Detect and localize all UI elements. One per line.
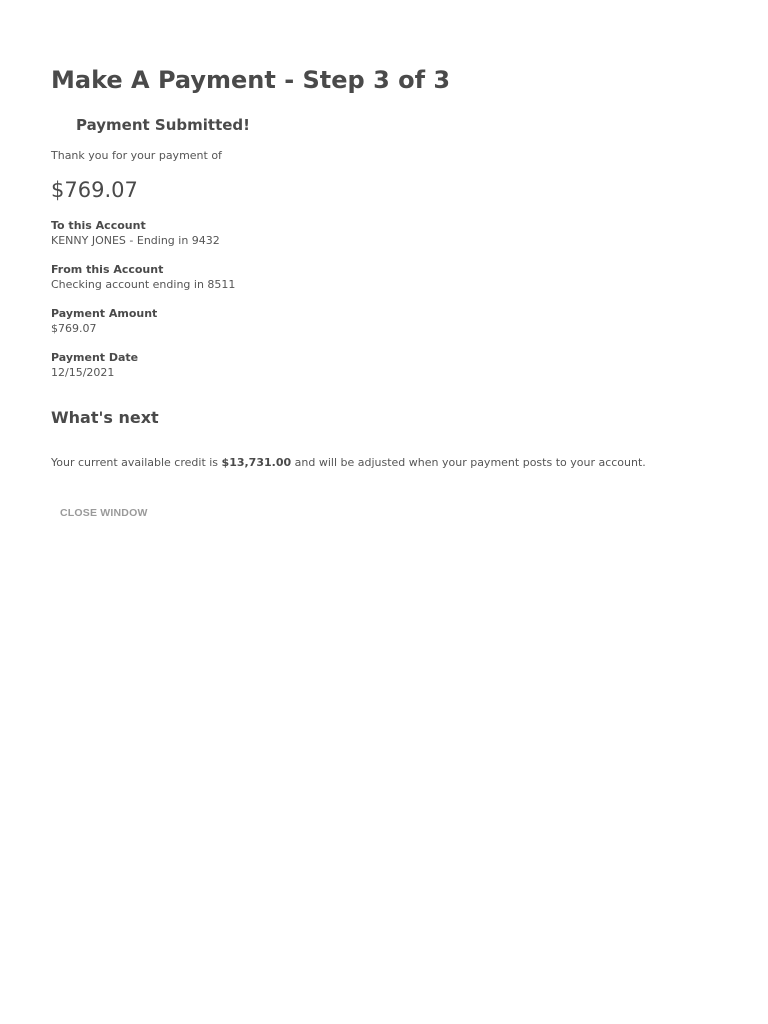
detail-value: Checking account ending in 8511 (51, 278, 236, 291)
payment-status-heading: Payment Submitted! (76, 116, 250, 134)
detail-to-account (51, 218, 220, 248)
detail-payment-date (51, 350, 138, 380)
page-title: Make A Payment - Step 3 of 3 (51, 66, 451, 94)
payment-amount-large: $769.07 (51, 178, 138, 202)
detail-label: Payment Date (51, 351, 139, 364)
credit-prefix: Your current available credit is (51, 456, 222, 469)
close-window-button[interactable]: CLOSE WINDOW (52, 503, 156, 523)
detail-from-account (51, 262, 235, 292)
detail-payment-amount (51, 306, 157, 336)
credit-suffix: and will be adjusted when your payment posts to your account. (291, 456, 646, 469)
detail-label: To this Account (51, 219, 146, 232)
available-credit-text (51, 456, 646, 469)
detail-label: From this Account (51, 263, 164, 276)
detail-value: 12/15/2021 (51, 366, 115, 379)
detail-value: KENNY JONES - Ending in 9432 (51, 234, 220, 247)
detail-label: Payment Amount (51, 307, 158, 320)
available-credit-amount: $13,731.00 (221, 456, 292, 469)
thank-you-text: Thank you for your payment of (51, 149, 222, 162)
detail-value: $769.07 (51, 322, 97, 335)
whats-next-heading: What's next (51, 408, 159, 427)
